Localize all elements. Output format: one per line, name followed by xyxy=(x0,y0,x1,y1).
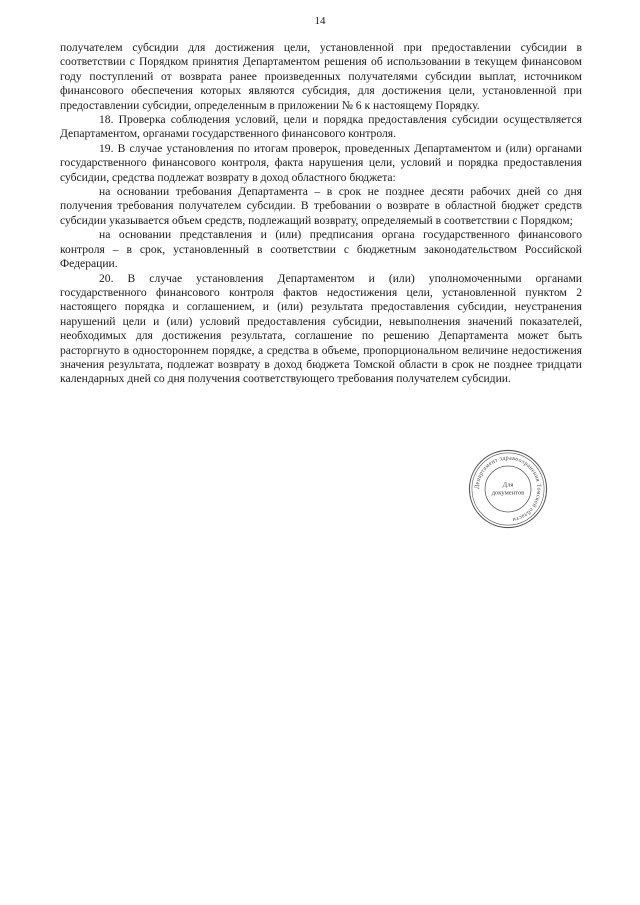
paragraph-20: 20. В случае установления Департаментом и (или) уполномоченными органами государственного финансового контроля фактов недостижения цели, установленной пунктом 2 настоящего порядка и соглашением, и (или) результата предоставления субсидии, неустранения нарушений цели и (или) условий предоставления субсидии, невыполнения значений показателей, необходимых для достижения результата, соглашение по решению Департамента может быть расторгнуто в одностороннем порядке, а средства в объеме, пропорциональном величине недостижения значения результата, подлежат возврату в доход бюджета Томской области в срок не позднее тридцати календарных дней со дня получения соответствующего требования получателем субсидии. xyxy=(60,271,582,386)
stamp-ring-text: Департамент здравоохранения Томской области xyxy=(474,455,542,523)
stamp-center-line-1: Для xyxy=(502,481,514,489)
department-stamp xyxy=(467,448,549,530)
paragraph-19-item-1: на основании требования Департамента – в срок не позднее десяти рабочих дней со дня получения требования получателем субсидии. В требовании о возврате в областной бюджет средств субсидии указывается объем средств, подлежащий возврату, определяемый в соответствии с Порядком; xyxy=(60,185,582,227)
paragraph-18: 18. Проверка соблюдения условий, цели и порядка предоставления субсидии осуществляется Департаментом, органами государственного финансового контроля. xyxy=(60,113,582,141)
paragraph-continuation: получателем субсидии для достижения цели, установленной при предоставлении субсидии в соответствии с Порядком принятия Департаментом решения об использовании в текущем финансовом году поступлений от возврата ранее произведенных получателями субсидии выплат, источником финансового обеспечения которых являются субсидия, для достижения цели, установленной при предоставлении субсидии, определенным в приложении № 6 к настоящему Порядку. xyxy=(60,41,582,112)
document-body xyxy=(60,41,582,387)
page-number: 14 xyxy=(314,15,326,27)
paragraph-19: 19. В случае установления по итогам проверок, проведенных Департаментом и (или) органами государственного финансового контроля, факта нарушения цели, условий и порядка предоставления субсидии, средства подлежат возврату в доход областного бюджета: xyxy=(60,141,582,184)
paragraph-19-item-2: на основании представления и (или) предписания органа государственного финансового контроля – в срок, установленный в соответствии с бюджетным законодательством Российской Федерации. xyxy=(60,228,582,271)
stamp-center-line-2: документов xyxy=(491,489,525,497)
